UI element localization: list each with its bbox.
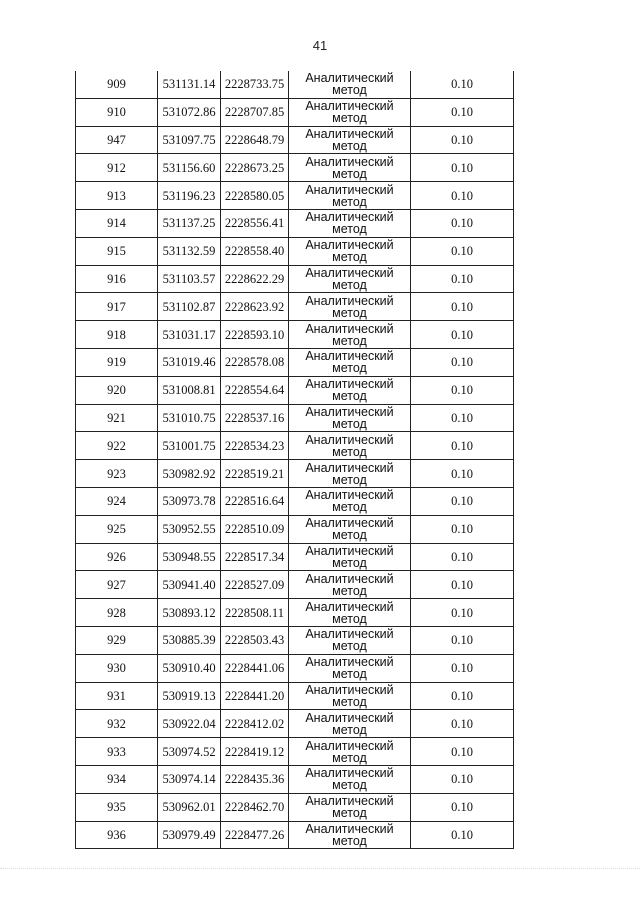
method-line-1: Аналитический (305, 738, 394, 753)
method-cell (289, 515, 411, 543)
point-number-cell: 918 (76, 321, 158, 349)
table-row (76, 154, 514, 182)
y-coordinate-cell: 2228519.21 (221, 460, 289, 488)
point-number-cell: 914 (76, 209, 158, 237)
accuracy-cell: 0.10 (411, 710, 514, 738)
table-row (76, 821, 514, 849)
point-number-cell: 912 (76, 154, 158, 182)
method-cell (289, 71, 411, 98)
table-row (76, 571, 514, 599)
method-line-1: Аналитический (305, 627, 394, 642)
x-coordinate-cell: 530919.13 (158, 682, 221, 710)
point-number-cell: 926 (76, 543, 158, 571)
method-line-1: Аналитический (305, 432, 394, 447)
y-coordinate-cell: 2228419.12 (221, 738, 289, 766)
point-number-cell: 922 (76, 432, 158, 460)
x-coordinate-cell: 531001.75 (158, 432, 221, 460)
method-line-2: метод (332, 750, 367, 765)
y-coordinate-cell: 2228537.16 (221, 404, 289, 432)
table-row (76, 265, 514, 293)
accuracy-cell: 0.10 (411, 126, 514, 154)
method-line-2: метод (332, 611, 367, 626)
accuracy-cell: 0.10 (411, 182, 514, 210)
y-coordinate-cell: 2228580.05 (221, 182, 289, 210)
table-row (76, 98, 514, 126)
point-number-cell: 928 (76, 599, 158, 627)
table-row (76, 738, 514, 766)
method-line-2: метод (332, 305, 367, 320)
method-cell (289, 293, 411, 321)
accuracy-cell: 0.10 (411, 460, 514, 488)
x-coordinate-cell: 531008.81 (158, 376, 221, 404)
x-coordinate-cell: 530952.55 (158, 515, 221, 543)
table-row (76, 404, 514, 432)
x-coordinate-cell: 530962.01 (158, 793, 221, 821)
point-number-cell: 925 (76, 515, 158, 543)
accuracy-cell: 0.10 (411, 293, 514, 321)
method-line-1: Аналитический (305, 404, 394, 419)
x-coordinate-cell: 531019.46 (158, 348, 221, 376)
method-cell (289, 154, 411, 182)
method-cell (289, 821, 411, 849)
point-number-cell: 916 (76, 265, 158, 293)
method-line-1: Аналитический (305, 293, 394, 308)
table-row (76, 654, 514, 682)
method-cell (289, 98, 411, 126)
x-coordinate-cell: 531137.25 (158, 209, 221, 237)
y-coordinate-cell: 2228462.70 (221, 793, 289, 821)
x-coordinate-cell: 530974.52 (158, 738, 221, 766)
method-line-2: метод (332, 444, 367, 459)
method-line-2: метод (332, 555, 367, 570)
accuracy-cell: 0.10 (411, 237, 514, 265)
y-coordinate-cell: 2228527.09 (221, 571, 289, 599)
method-line-1: Аналитический (305, 182, 394, 197)
method-cell (289, 376, 411, 404)
method-cell (289, 571, 411, 599)
accuracy-cell: 0.10 (411, 765, 514, 793)
x-coordinate-cell: 530922.04 (158, 710, 221, 738)
method-line-1: Аналитический (305, 488, 394, 503)
x-coordinate-cell: 530973.78 (158, 487, 221, 515)
point-number-cell: 913 (76, 182, 158, 210)
method-line-1: Аналитический (305, 154, 394, 169)
method-cell (289, 682, 411, 710)
method-line-1: Аналитический (305, 682, 394, 697)
point-number-cell: 909 (76, 71, 158, 98)
y-coordinate-cell: 2228593.10 (221, 321, 289, 349)
table-row (76, 682, 514, 710)
y-coordinate-cell: 2228673.25 (221, 154, 289, 182)
table-row (76, 376, 514, 404)
method-line-2: метод (332, 138, 367, 153)
method-line-2: метод (332, 277, 367, 292)
method-cell (289, 237, 411, 265)
accuracy-cell: 0.10 (411, 793, 514, 821)
method-line-1: Аналитический (305, 99, 394, 114)
table-row (76, 71, 514, 98)
coordinates-table (75, 71, 514, 849)
method-line-2: метод (332, 333, 367, 348)
x-coordinate-cell: 531102.87 (158, 293, 221, 321)
method-cell (289, 626, 411, 654)
point-number-cell: 919 (76, 348, 158, 376)
method-cell (289, 599, 411, 627)
y-coordinate-cell: 2228503.43 (221, 626, 289, 654)
table-row (76, 710, 514, 738)
accuracy-cell: 0.10 (411, 543, 514, 571)
x-coordinate-cell: 530979.49 (158, 821, 221, 849)
table-row (76, 126, 514, 154)
y-coordinate-cell: 2228516.64 (221, 487, 289, 515)
accuracy-cell: 0.10 (411, 432, 514, 460)
coordinates-table-body (76, 71, 514, 849)
point-number-cell: 920 (76, 376, 158, 404)
method-line-2: метод (332, 528, 367, 543)
method-cell (289, 487, 411, 515)
method-line-1: Аналитический (305, 599, 394, 614)
accuracy-cell: 0.10 (411, 599, 514, 627)
method-line-2: метод (332, 389, 367, 404)
x-coordinate-cell: 531132.59 (158, 237, 221, 265)
accuracy-cell: 0.10 (411, 682, 514, 710)
method-cell (289, 738, 411, 766)
method-cell (289, 182, 411, 210)
method-line-1: Аналитический (305, 516, 394, 531)
method-line-2: метод (332, 416, 367, 431)
y-coordinate-cell: 2228623.92 (221, 293, 289, 321)
scan-artifact-line (0, 868, 640, 870)
table-row (76, 515, 514, 543)
x-coordinate-cell: 530910.40 (158, 654, 221, 682)
method-line-1: Аналитический (305, 238, 394, 253)
point-number-cell: 947 (76, 126, 158, 154)
x-coordinate-cell: 531131.14 (158, 71, 221, 98)
y-coordinate-cell: 2228534.23 (221, 432, 289, 460)
method-line-1: Аналитический (305, 377, 394, 392)
method-cell (289, 126, 411, 154)
y-coordinate-cell: 2228622.29 (221, 265, 289, 293)
method-line-2: метод (332, 639, 367, 654)
accuracy-cell: 0.10 (411, 265, 514, 293)
accuracy-cell: 0.10 (411, 321, 514, 349)
y-coordinate-cell: 2228477.26 (221, 821, 289, 849)
table-row (76, 209, 514, 237)
point-number-cell: 924 (76, 487, 158, 515)
method-line-1: Аналитический (305, 571, 394, 586)
point-number-cell: 933 (76, 738, 158, 766)
point-number-cell: 932 (76, 710, 158, 738)
accuracy-cell: 0.10 (411, 98, 514, 126)
method-line-2: метод (332, 833, 367, 848)
y-coordinate-cell: 2228556.41 (221, 209, 289, 237)
method-line-2: метод (332, 250, 367, 265)
y-coordinate-cell: 2228517.34 (221, 543, 289, 571)
method-cell (289, 348, 411, 376)
y-coordinate-cell: 2228554.64 (221, 376, 289, 404)
x-coordinate-cell: 531196.23 (158, 182, 221, 210)
point-number-cell: 917 (76, 293, 158, 321)
table-row (76, 460, 514, 488)
table-row (76, 432, 514, 460)
y-coordinate-cell: 2228441.06 (221, 654, 289, 682)
method-line-2: метод (332, 722, 367, 737)
y-coordinate-cell: 2228733.75 (221, 71, 289, 98)
point-number-cell: 931 (76, 682, 158, 710)
method-line-2: метод (332, 472, 367, 487)
method-line-2: метод (332, 583, 367, 598)
method-line-2: метод (332, 111, 367, 126)
x-coordinate-cell: 531156.60 (158, 154, 221, 182)
accuracy-cell: 0.10 (411, 738, 514, 766)
method-line-1: Аналитический (305, 766, 394, 781)
point-number-cell: 934 (76, 765, 158, 793)
x-coordinate-cell: 530885.39 (158, 626, 221, 654)
y-coordinate-cell: 2228412.02 (221, 710, 289, 738)
accuracy-cell: 0.10 (411, 376, 514, 404)
x-coordinate-cell: 531097.75 (158, 126, 221, 154)
y-coordinate-cell: 2228435.36 (221, 765, 289, 793)
method-line-2: метод (332, 83, 367, 98)
method-cell (289, 654, 411, 682)
y-coordinate-cell: 2228648.79 (221, 126, 289, 154)
method-line-1: Аналитический (305, 821, 394, 836)
accuracy-cell: 0.10 (411, 821, 514, 849)
table-row (76, 543, 514, 571)
point-number-cell: 923 (76, 460, 158, 488)
method-line-2: метод (332, 166, 367, 181)
table-row (76, 626, 514, 654)
method-cell (289, 209, 411, 237)
method-line-1: Аналитический (305, 265, 394, 280)
method-cell (289, 265, 411, 293)
method-line-1: Аналитический (305, 710, 394, 725)
method-cell (289, 460, 411, 488)
method-cell (289, 793, 411, 821)
method-line-1: Аналитический (305, 349, 394, 364)
table-row (76, 182, 514, 210)
accuracy-cell: 0.10 (411, 348, 514, 376)
point-number-cell: 930 (76, 654, 158, 682)
method-line-1: Аналитический (305, 543, 394, 558)
accuracy-cell: 0.10 (411, 571, 514, 599)
accuracy-cell: 0.10 (411, 654, 514, 682)
table-row (76, 293, 514, 321)
y-coordinate-cell: 2228510.09 (221, 515, 289, 543)
x-coordinate-cell: 531072.86 (158, 98, 221, 126)
y-coordinate-cell: 2228707.85 (221, 98, 289, 126)
method-line-2: метод (332, 222, 367, 237)
point-number-cell: 921 (76, 404, 158, 432)
table-row (76, 237, 514, 265)
method-line-1: Аналитический (305, 655, 394, 670)
point-number-cell: 927 (76, 571, 158, 599)
x-coordinate-cell: 530948.55 (158, 543, 221, 571)
x-coordinate-cell: 530893.12 (158, 599, 221, 627)
x-coordinate-cell: 531010.75 (158, 404, 221, 432)
accuracy-cell: 0.10 (411, 626, 514, 654)
method-cell (289, 432, 411, 460)
table-row (76, 599, 514, 627)
method-line-2: метод (332, 778, 367, 793)
table-row (76, 793, 514, 821)
table-row (76, 487, 514, 515)
method-line-1: Аналитический (305, 71, 394, 86)
method-line-1: Аналитический (305, 210, 394, 225)
point-number-cell: 936 (76, 821, 158, 849)
point-number-cell: 915 (76, 237, 158, 265)
accuracy-cell: 0.10 (411, 209, 514, 237)
method-cell (289, 710, 411, 738)
method-line-1: Аналитический (305, 460, 394, 475)
point-number-cell: 935 (76, 793, 158, 821)
method-line-2: метод (332, 806, 367, 821)
y-coordinate-cell: 2228578.08 (221, 348, 289, 376)
accuracy-cell: 0.10 (411, 154, 514, 182)
point-number-cell: 929 (76, 626, 158, 654)
method-line-2: метод (332, 361, 367, 376)
accuracy-cell: 0.10 (411, 515, 514, 543)
x-coordinate-cell: 530974.14 (158, 765, 221, 793)
x-coordinate-cell: 531031.17 (158, 321, 221, 349)
method-cell (289, 404, 411, 432)
method-cell (289, 543, 411, 571)
point-number-cell: 910 (76, 98, 158, 126)
y-coordinate-cell: 2228508.11 (221, 599, 289, 627)
accuracy-cell: 0.10 (411, 404, 514, 432)
y-coordinate-cell: 2228558.40 (221, 237, 289, 265)
method-line-2: метод (332, 667, 367, 682)
x-coordinate-cell: 531103.57 (158, 265, 221, 293)
method-line-1: Аналитический (305, 321, 394, 336)
method-line-1: Аналитический (305, 126, 394, 141)
accuracy-cell: 0.10 (411, 487, 514, 515)
accuracy-cell: 0.10 (411, 71, 514, 98)
x-coordinate-cell: 530982.92 (158, 460, 221, 488)
x-coordinate-cell: 530941.40 (158, 571, 221, 599)
method-line-2: метод (332, 694, 367, 709)
method-line-2: метод (332, 194, 367, 209)
method-line-1: Аналитический (305, 794, 394, 809)
y-coordinate-cell: 2228441.20 (221, 682, 289, 710)
method-cell (289, 765, 411, 793)
page-number: 41 (312, 38, 328, 53)
table-row (76, 765, 514, 793)
method-line-2: метод (332, 500, 367, 515)
table-row (76, 348, 514, 376)
method-cell (289, 321, 411, 349)
table-row (76, 321, 514, 349)
